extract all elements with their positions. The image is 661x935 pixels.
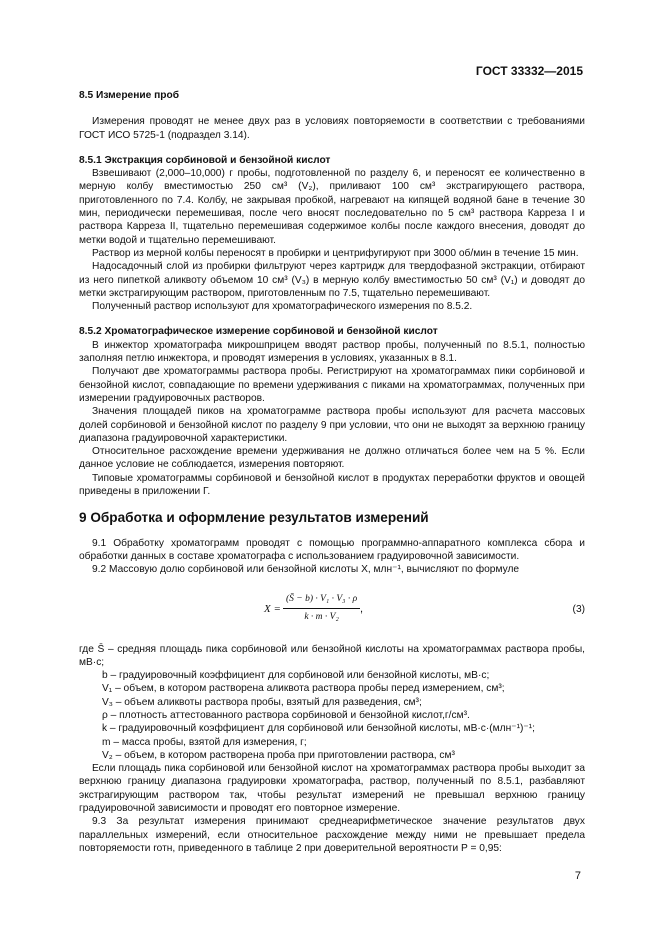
section-8-5-2-paragraph-1: В инжектор хроматографа микрошприцем вводят раствор пробы, полученный по 8.5.1, полностью заполняя петлю инжектора, и проводят измерения в условиях, указанных в 8.1. (79, 339, 585, 365)
formula-fraction (283, 593, 360, 625)
section-8-5-2-paragraph-2: Получают две хроматограммы раствора пробы. Регистрируют на хроматограммах пики сорбиновой и бензойной кислот, совпадающие по времени удерживания с пиками на хроматограммах, полученных при измерении градуировочных растворов. (79, 366, 585, 404)
page-number: 7 (574, 870, 581, 882)
definition-b: b – градуировочный коэффициент для сорбиновой или бензойной кислоты, мВ·с; (102, 670, 490, 682)
section-8-5-1-paragraph-4: Полученный раствор используют для хроматографического измерения по 8.5.2. (92, 301, 473, 313)
clause-9-2: 9.2 Массовую долю сорбиновой или бензойной кислоты X, млн⁻¹, вычисляют по формуле (92, 564, 520, 576)
document-body (79, 89, 585, 855)
clause-9-3: 9.3 За результат измерения принимают среднеарифметическое значение результатов двух параллельных измерений, если относительное расхождение между ними не превышает предела повторяемости rотн, приведенного в таблице 2 при доверительной вероятности P = 0,95: (79, 816, 585, 854)
section-8-5-1-title: 8.5.1 Экстракция сорбиновой и бензойной кислот (79, 154, 331, 166)
section-8-5-2-paragraph-5: Типовые хроматограммы сорбиновой и бензойной кислот в продуктах переработки фруктов и овощей приведены в приложении Г. (79, 472, 585, 498)
clause-9-2-dilution: Если площадь пика сорбиновой или бензойной кислот на хроматограммах раствора пробы выходит за верхнюю границу диапазона градуировки хроматографа, раствор, полученный по 8.5.1, разбавляют экстрагирующим раствором так, чтобы результат измерений не превышал верхнюю границу градуировочной зависимости и проводят его повторное измерение. (79, 763, 585, 815)
formula-3 (79, 593, 585, 633)
section-8-5-1-paragraph-2: Раствор из мерной колбы переносят в пробирки и центрифугируют при 3000 об/мин в течение 15 мин. (92, 247, 579, 259)
formula-comma: , (360, 602, 364, 615)
section-8-5-title: 8.5 Измерение проб (79, 90, 180, 101)
definition-rho: ρ – плотность аттестованного раствора сорбиновой и бензойной кислот,г/см³. (102, 709, 470, 721)
definition-v1: V₁ – объем, в котором растворена аликвота раствора пробы перед измерением, см³; (102, 683, 505, 695)
definition-m: m – масса пробы, взятой для измерения, г; (102, 736, 307, 748)
definition-s-mean: где S̄ – средняя площадь пика сорбиновой или бензойной кислоты на хроматограммах раствора пробы, мВ·с; (79, 643, 585, 668)
variable-definitions (79, 643, 585, 763)
formula-lhs: X = (264, 602, 281, 615)
definition-k: k – градуировочный коэффициент для сорбиновой или бензойной кислоты, мВ·с·(млн⁻¹)⁻¹; (102, 723, 536, 735)
definition-v3: V₃ – объем аликвоты раствора пробы, взятый для разведения, см³; (102, 696, 422, 708)
clause-9-1: 9.1 Обработку хроматограмм проводят с помощью программно-аппаратного комплекса сбора и обработки данных в составе хроматографа с использованием градуировочной зависимости. (79, 537, 585, 562)
formula-number: (3) (572, 603, 585, 615)
formula-denominator: k · m · V₂ (304, 611, 339, 622)
section-8-5-2-title: 8.5.2 Хроматографическое измерение сорбиновой и бензойной кислот (79, 326, 438, 338)
definition-v2: V₂ – объем, в котором растворена проба при приготовлении раствора, см³ (102, 749, 455, 761)
standard-header: ГОСТ 33332—2015 (475, 64, 583, 78)
section-9-title: 9 Обработка и оформление результатов измерений (79, 510, 429, 526)
section-8-5-2-paragraph-3: Значения площадей пиков на хроматограмме раствора пробы используют для расчета массовых долей сорбиновой и бензойной кислот по разделу 9 при условии, что они не выходят за верхнюю границу диапазона градуировочной характеристики. (79, 406, 585, 444)
section-8-5-1-paragraph-3: Надосадочный слой из пробирки фильтруют через картридж для твердофазной экстракции, отбирают из него пипеткой аликвоту объемом 10 см³ (V₃) в мерную колбу вместимостью 50 см³ (V₁) и доводят до метки экстрагирующим раствором, приготовленным по 7.5, тщательно перемешивают. (79, 261, 585, 299)
formula-numerator: (S̄ − b) · V₁ · V₃ · ρ (283, 593, 360, 609)
section-8-5-1-paragraph-1: Взвешивают (2,000–10,000) г пробы, подготовленной по разделу 6, и переносят ее количественно в мерную колбу вместимостью 250 см³ (V₂), приливают 100 см³ экстрагирующего раствора, приготовленного по 7.4. Колбу, не закрывая пробкой, нагревают на кипящей водяной бане в течение 30 мин, периодически перемешивая, после чего вносят последовательно по 5 см³ раствора Карреза I и раствора Карреза II, тщательно перемешивая содержимое колбы после каждого внесения, доводят до метки водой и тщательно перемешивают. (79, 168, 585, 246)
section-8-5-2-paragraph-4: Относительное расхождение времени удерживания не должно отличаться более чем на 5 %. Если данное условие не соблюдается, измерения повторяют. (79, 446, 585, 471)
section-8-5-paragraph: Измерения проводят не менее двух раз в условиях повторяемости в соответствии с требованиями ГОСТ ИСО 5725-1 (подраздел 3.14). (79, 116, 585, 141)
